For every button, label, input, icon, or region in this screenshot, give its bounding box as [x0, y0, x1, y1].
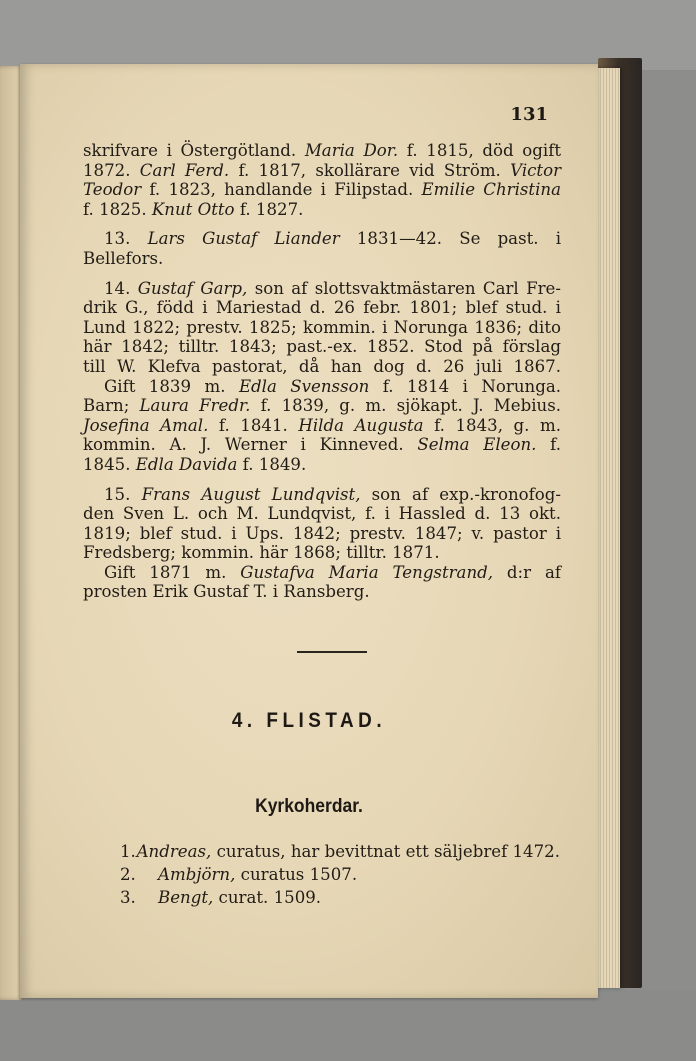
text-segment: f. 1849.	[237, 454, 307, 474]
background-bottom	[0, 990, 696, 1061]
text-segment: 1819; blef stud. i Ups. 1842; prestv. 1847; v. pastor i	[83, 523, 561, 543]
text-segment: Barn;	[83, 396, 140, 416]
text-segment: den Sven L. och M. Lundqvist, f. i Hassled d. 13 okt.	[83, 504, 561, 524]
text-segment: f. 1823, handlande i Filipstad.	[141, 180, 422, 200]
body-text	[83, 141, 561, 602]
italic-name: Lars Gustaf Liander	[147, 229, 340, 249]
section-divider	[297, 651, 367, 653]
text-line	[83, 485, 561, 505]
text-segment: 14.	[104, 278, 138, 298]
italic-name: Edla Svensson	[238, 376, 370, 396]
text-segment: Gift 1839 m.	[104, 376, 239, 396]
italic-name: Selma Eleon.	[417, 435, 537, 455]
text-line	[83, 229, 561, 249]
italic-name: Victor	[510, 160, 562, 180]
text-segment: f. 1827.	[234, 199, 304, 219]
list-text: curatus 1507.	[235, 865, 358, 884]
text-segment: f. 1843, g. m.	[423, 415, 562, 435]
list-number: 3.	[120, 888, 136, 907]
text-segment: f. 1839, g. m. sjökapt. J. Mebius.	[250, 396, 561, 416]
text-segment: 1845.	[83, 454, 136, 474]
list-name: Ambjörn,	[158, 865, 236, 884]
text-segment: f. 1814 i Norunga.	[369, 376, 562, 396]
text-segment: 15.	[104, 484, 142, 504]
list-number: 1.	[120, 842, 136, 861]
italic-name: Josefina Amal.	[83, 415, 209, 435]
text-segment: Lund 1822; prestv. 1825; kommin. i Norunga 1836; dito	[83, 317, 561, 337]
text-segment: Fredsberg; kommin. här 1868; tilltr. 1871.	[83, 543, 440, 563]
text-segment: till W. Klefva pastorat, då han dog d. 26 juli 1867.	[83, 356, 561, 376]
text-line	[83, 524, 561, 544]
italic-name: Maria Dor.	[304, 141, 399, 160]
page-number: 131	[510, 104, 548, 125]
text-segment: kommin. A. J. Werner i Kinneved.	[83, 435, 418, 455]
text-segment: Bellefors.	[83, 248, 164, 268]
subsection-title: Kyrkoherdar.	[255, 796, 363, 817]
text-line	[83, 298, 561, 318]
text-line	[83, 180, 561, 200]
italic-name: Teodor	[83, 180, 142, 200]
text-line	[83, 249, 561, 269]
text-segment: f. 1841.	[208, 415, 299, 435]
text-segment: Gift 1871 m.	[104, 562, 241, 582]
italic-name: Knut Otto	[151, 199, 235, 219]
text-line	[83, 396, 561, 416]
list-name: Bengt,	[158, 888, 214, 907]
text-segment: drik G., född i Mariestad d. 26 febr. 1801; blef stud. i	[83, 298, 561, 318]
text-line	[83, 416, 561, 436]
paragraph-gap	[83, 269, 561, 279]
text-segment: f. 1815, död ogift	[398, 141, 562, 160]
list-number: 2.	[120, 865, 136, 884]
list-item	[120, 840, 560, 863]
text-line	[83, 279, 561, 299]
text-segment: son af slottsvaktmästaren Carl Fre-	[247, 278, 561, 298]
kyrkoherdar-list	[120, 840, 560, 909]
text-segment: 1872.	[83, 160, 140, 180]
text-line	[83, 318, 561, 338]
list-item	[120, 886, 560, 909]
italic-name: Laura Fredr.	[139, 396, 251, 416]
text-segment: f.	[536, 435, 561, 455]
text-line	[83, 141, 561, 161]
text-segment: här 1842; tilltr. 1843; past.-ex. 1852. Stod på förslag	[83, 337, 561, 357]
list-item	[120, 863, 560, 886]
italic-name: Hilda Augusta	[298, 415, 424, 435]
italic-name: Gustafva Maria Tengstrand,	[240, 562, 494, 582]
text-line	[83, 563, 561, 583]
section-title: 4. FLISTAD.	[231, 709, 387, 732]
text-segment: son af exp.-kronofog-	[360, 484, 561, 504]
italic-name: Gustaf Garp,	[137, 278, 248, 298]
text-line	[83, 504, 561, 524]
text-line	[83, 582, 561, 602]
text-segment: 13.	[104, 229, 148, 249]
text-segment: 1831—42. Se past. i	[339, 229, 562, 249]
list-text: curatus, har bevittnat ett säljebref 1472.	[211, 842, 560, 861]
list-name: Andreas,	[136, 842, 212, 861]
text-line	[83, 337, 561, 357]
paragraph-gap	[83, 219, 561, 229]
text-segment: d:r af	[493, 562, 561, 582]
italic-name: Edla Davida	[135, 454, 238, 474]
italic-name: Frans August Lundqvist,	[141, 484, 361, 504]
text-line	[83, 357, 561, 377]
book-page	[20, 64, 598, 998]
text-line	[83, 200, 561, 220]
text-line	[83, 435, 561, 455]
paragraph-gap	[83, 475, 561, 485]
text-line	[83, 543, 561, 563]
italic-name: Carl Ferd.	[139, 160, 230, 180]
text-segment: f. 1817, skollärare vid Ström.	[229, 160, 511, 180]
text-line	[83, 455, 561, 475]
text-line	[83, 377, 561, 397]
text-line	[83, 161, 561, 181]
list-text: curat. 1509.	[213, 888, 322, 907]
background-top	[0, 0, 696, 70]
text-segment: f. 1825.	[83, 199, 152, 219]
text-segment: prosten Erik Gustaf T. i Ransberg.	[83, 582, 370, 602]
italic-name: Emilie Christina	[421, 180, 561, 200]
text-segment: skrifvare i Östergötland.	[83, 141, 305, 160]
